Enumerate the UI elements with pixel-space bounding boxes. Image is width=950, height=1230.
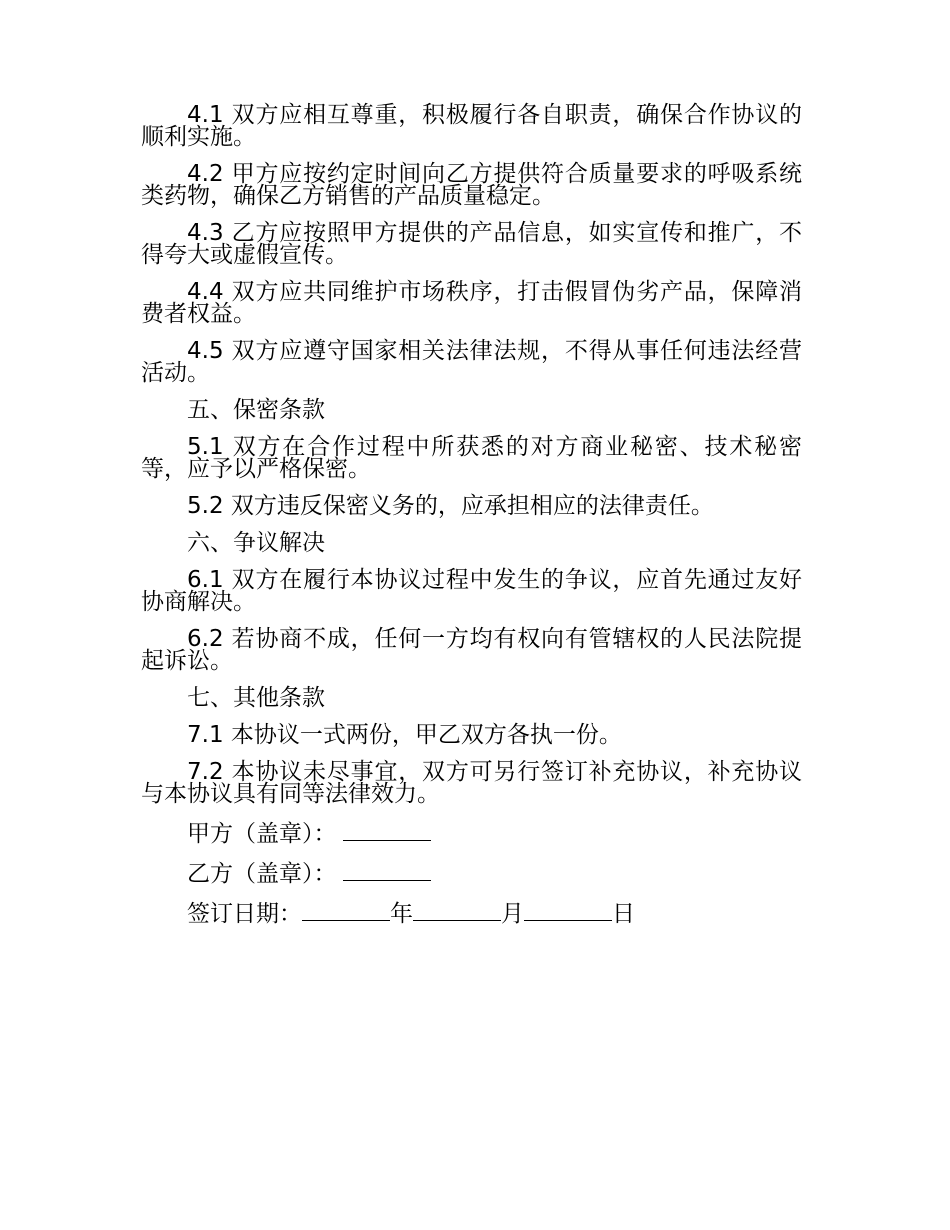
party-b-blank — [343, 860, 431, 881]
document-page — [141, 104, 802, 940]
clause-7-2: 7.2 本协议未尽事宜，双方可另行签订补充协议，补充协议与本协议具有同等法律效力。 — [141, 759, 802, 807]
year-label: 年 — [390, 901, 413, 927]
section-5-heading: 五、保密条款 — [187, 397, 325, 423]
clause-4-1: 4.1 双方应相互尊重，积极履行各自职责，确保合作协议的顺利实施。 — [141, 102, 802, 150]
clause-5-2: 5.2 双方违反保密义务的，应承担相应的法律责任。 — [187, 493, 714, 519]
clause-6-2: 6.2 若协商不成，任何一方均有权向有管辖权的人民法院提起诉讼。 — [141, 626, 802, 674]
day-blank — [524, 900, 612, 921]
clause-4-3: 4.3 乙方应按照甲方提供的产品信息，如实宣传和推广，不得夸大或虚假宣传。 — [141, 220, 802, 268]
clause-4-5: 4.5 双方应遵守国家相关法律法规，不得从事任何违法经营活动。 — [141, 338, 802, 386]
clause-4-2: 4.2 甲方应按约定时间向乙方提供符合质量要求的呼吸系统类药物，确保乙方销售的产品质量稳定。 — [141, 161, 802, 209]
month-label: 月 — [501, 901, 524, 927]
year-blank — [302, 900, 390, 921]
signing-date-line — [141, 900, 802, 925]
date-label: 签订日期： — [187, 901, 302, 927]
party-a-blank — [343, 820, 431, 841]
section-7-heading: 七、其他条款 — [187, 685, 325, 711]
clause-6-1: 6.1 双方在履行本协议过程中发生的争议，应首先通过友好协商解决。 — [141, 567, 802, 615]
section-6-heading: 六、争议解决 — [187, 530, 325, 556]
clause-5-1: 5.1 双方在合作过程中所获悉的对方商业秘密、技术秘密等，应予以严格保密。 — [141, 434, 802, 482]
month-blank — [413, 900, 501, 921]
party-a-label: 甲方（盖章）： — [187, 821, 337, 847]
party-a-signature-line — [141, 820, 802, 845]
clause-7-1: 7.1 本协议一式两份，甲乙双方各执一份。 — [187, 722, 622, 748]
day-label: 日 — [612, 901, 635, 927]
clause-4-4: 4.4 双方应共同维护市场秩序，打击假冒伪劣产品，保障消费者权益。 — [141, 279, 802, 327]
party-b-label: 乙方（盖章）： — [187, 861, 337, 887]
party-b-signature-line — [141, 860, 802, 885]
